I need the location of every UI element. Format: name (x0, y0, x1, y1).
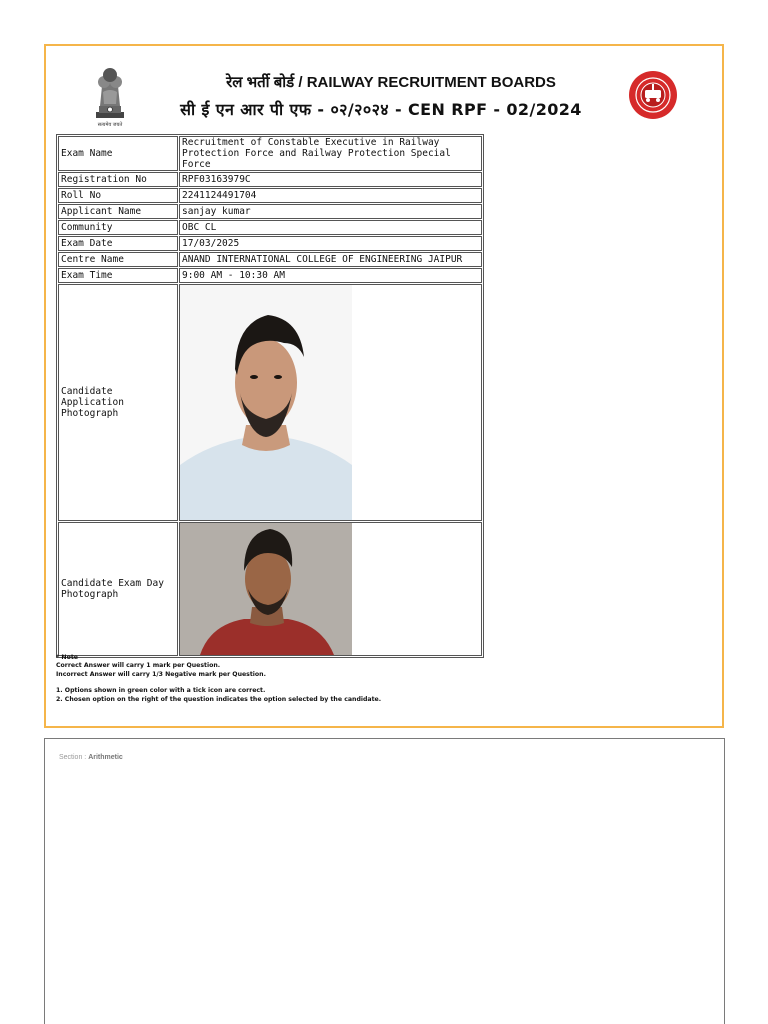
header (46, 46, 722, 134)
row-exam-date (58, 236, 482, 251)
value-exam-time: 9:00 AM - 10:30 AM (179, 268, 482, 283)
note-green-options: 1. Options shown in green color with a tick icon are correct. (56, 687, 266, 695)
row-exam-day-photo (58, 522, 482, 656)
section-card (44, 738, 725, 1024)
label-application-photo: Candidate Application Photograph (58, 284, 178, 521)
value-roll-no: 2241124491704 (179, 188, 482, 203)
notes (56, 654, 576, 704)
candidate-application-photo (180, 285, 352, 520)
label-community: Community (58, 220, 178, 235)
row-community (58, 220, 482, 235)
candidate-info-table (56, 134, 484, 658)
note-heading: * Note (56, 654, 78, 661)
row-roll-no (58, 188, 482, 203)
row-exam-name (58, 136, 482, 171)
label-registration-no: Registration No (58, 172, 178, 187)
note-chosen-option: 2. Chosen option on the right of the question indicates the option selected by the candidate. (56, 695, 382, 703)
row-applicant-name (58, 204, 482, 219)
candidate-exam-day-photo (180, 523, 352, 655)
exam-day-photo-cell (179, 522, 482, 656)
section-label (59, 754, 123, 761)
value-applicant-name: sanjay kumar (179, 204, 482, 219)
row-registration-no (58, 172, 482, 187)
board-title: रेल भर्ती बोर्ड / RAILWAY RECRUITMENT BOARDS (226, 74, 556, 91)
emblem-caption: सत्यमेव जयते (97, 122, 123, 128)
national-emblem-icon (90, 62, 130, 130)
value-exam-date: 17/03/2025 (179, 236, 482, 251)
candidate-details-card (44, 44, 724, 728)
application-photo-cell (179, 284, 482, 521)
value-exam-name: Recruitment of Constable Executive in Railway Protection Force and Railway Protection Special Force (179, 136, 482, 171)
indian-railways-logo-icon (628, 70, 678, 120)
value-centre-name: ANAND INTERNATIONAL COLLEGE OF ENGINEERING JAIPUR (179, 252, 482, 267)
label-exam-name: Exam Name (58, 136, 178, 171)
label-centre-name: Centre Name (58, 252, 178, 267)
section-name: Arithmetic (88, 754, 123, 761)
value-registration-no: RPF03163979C (179, 172, 482, 187)
value-community: OBC CL (179, 220, 482, 235)
label-exam-time: Exam Time (58, 268, 178, 283)
row-exam-time (58, 268, 482, 283)
label-exam-date: Exam Date (58, 236, 178, 251)
label-roll-no: Roll No (58, 188, 178, 203)
row-application-photo (58, 284, 482, 521)
note-incorrect: Incorrect Answer will carry 1/3 Negative mark per Question. (56, 670, 266, 678)
note-correct: Correct Answer will carry 1 mark per Question. (56, 662, 221, 670)
label-applicant-name: Applicant Name (58, 204, 178, 219)
exam-title: सी ई एन आर पी एफ - ०२/२०२४ - CEN RPF - 02/2024 (180, 100, 582, 119)
label-exam-day-photo: Candidate Exam Day Photograph (58, 522, 178, 656)
row-centre-name (58, 252, 482, 267)
section-prefix: Section : (59, 754, 89, 761)
